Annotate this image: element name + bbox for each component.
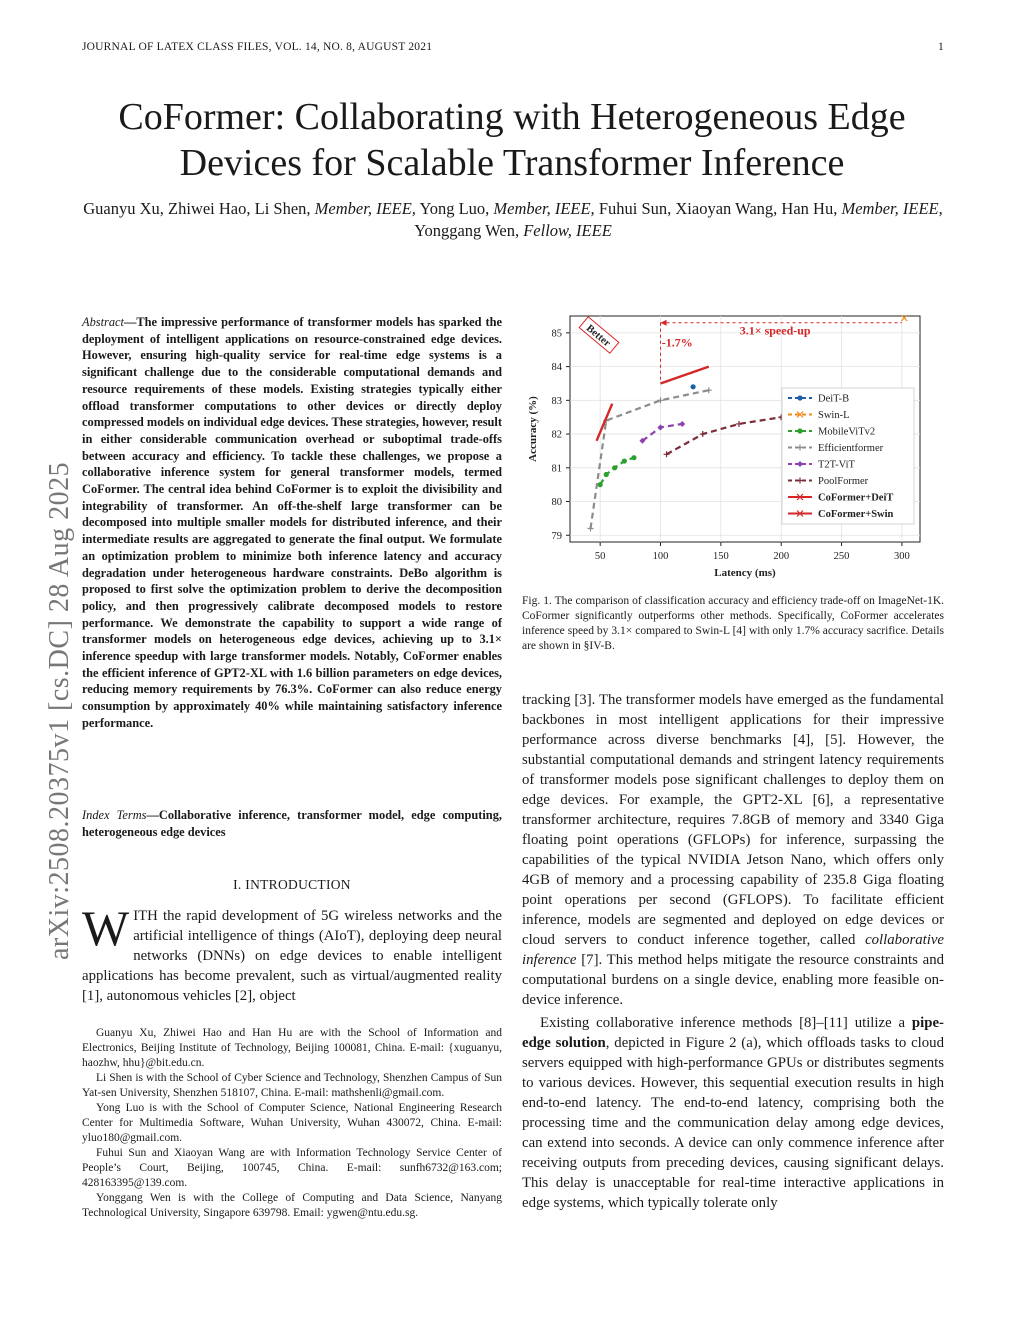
- drop-cap: W: [82, 900, 130, 956]
- legend-label: T2T-ViT: [818, 459, 855, 471]
- better-label: Better: [583, 322, 613, 350]
- affiliation-footnotes: [82, 1026, 502, 1221]
- data-point: [691, 384, 696, 389]
- figure-1-chart: [522, 308, 944, 588]
- paragraph-text: , depicted in Figure 2 (a), which offloads tasks to cloud servers equipped with high-performance GPUs or distributes segments to various devices. However, this sequential execution results in high end-to-end latency. The end-to-end latency, comprising both the processing time and the communication delay among edge devices, can extend into seconds. A device can only commence inference after receiving outputs from preceding devices, causing significant delays. This delay is unacceptable for real-time interactive applications in edge systems, which typically tolerate only: [522, 1035, 944, 1211]
- author-role: Fellow, IEEE: [523, 221, 612, 240]
- data-point: [797, 428, 802, 433]
- data-point: [598, 482, 603, 487]
- legend-label: Efficientformer: [818, 443, 884, 454]
- author-role: Member, IEEE,: [314, 199, 416, 218]
- index-terms-lead: Index Terms: [82, 808, 147, 822]
- paragraph: [522, 690, 944, 1010]
- footnote: Yonggang Wen is with the College of Computing and Data Science, Nanyang Technological University, Singapore 639798. Email: ygwen@ntu.edu.sg.: [82, 1192, 502, 1219]
- emphasis-term: collaborative inference: [522, 932, 944, 968]
- title-line-1: CoFormer: Collaborating with Heterogeneous Edge: [118, 96, 906, 138]
- y-axis-label: Accuracy (%): [527, 396, 539, 462]
- y-tick-label: 79: [551, 530, 562, 542]
- index-terms: [82, 807, 502, 840]
- bold-term: pipe-edge solution: [522, 1015, 944, 1051]
- x-tick-label: 250: [833, 551, 850, 562]
- legend-label: DeiT-B: [818, 393, 850, 405]
- abstract-text: —The impressive performance of transformer models has sparked the deployment of intelligent applications on resource-constrained edge devices. However, ensuring high-quality service for real-time edge systems is a significant challenge due to the considerable computational demands and resource requirements of these models. Existing strategies typically either offload transformer computations to other devices or directly deploy compressed models on individual edge devices. These strategies, however, result in either considerable communication overhead or suboptimal trade-offs between accuracy and efficiency. To tackle these challenges, we propose a collaborative inference system for general transformer models, termed CoFormer. The central idea behind CoFormer is to exploit the divisibility and integrability of transformer. An off-the-shelf large transformer can be decomposed into multiple smaller models for distributed inference, and their intermediate results are aggregated to generate the final output. We formulate an optimization problem to minimize both inference latency and accuracy degradation under heterogeneous hardware constraints. DeBo algorithm is proposed to first solve the optimization problem to derive the decomposition policy, and then progressively calibrate decomposed models to restore performance. We demonstrate the capability to support a wide range of transformer models on heterogeneous edge devices, achieving up to 3.1× inference speedup with large transformer models. Notably, CoFormer enables the efficient inference of GPT2-XL with 1.6 billion parameters on edge devices, reducing memory requirements by 76.3%. CoFormer can also reduce energy consumption by approximately 40% while maintaining satisfactory inference performance.: [82, 315, 502, 730]
- intro-text: ITH the rapid development of 5G wireless networks and the artificial intelligence of things (AIoT), deploying deep neural networks (DNNs) on edge devices to enable intelligent applications has become prevalent, such as virtual/augmented reality [1], autonomous vehicles [2], object: [82, 908, 502, 1004]
- intro-paragraph: [82, 900, 502, 1006]
- y-tick-label: 80: [551, 497, 562, 509]
- running-header: [82, 41, 944, 57]
- author-names: Guanyu Xu, Zhiwei Hao, Li Shen,: [83, 199, 311, 218]
- y-tick-label: 82: [551, 429, 562, 441]
- arxiv-identifier: arXiv:2508.20375v1 [cs.DC] 28 Aug 2025: [44, 461, 75, 960]
- x-tick-label: 200: [773, 551, 790, 562]
- footnote: Yong Luo is with the School of Computer Science, National Engineering Research Center for Multimedia Software, Wuhan University, Wuhan 430072, China. E-mail: yluo180@gmail.com.: [82, 1102, 502, 1144]
- x-tick-label: 100: [652, 551, 669, 562]
- title-line-2: Devices for Scalable Transformer Inference: [179, 142, 845, 184]
- speedup-label: 3.1× speed-up: [739, 323, 811, 338]
- legend-label: CoFormer+Swin: [818, 509, 894, 520]
- author-names: Yonggang Wen,: [414, 221, 520, 240]
- data-point: [604, 472, 609, 477]
- author-names: Yong Luo,: [419, 199, 490, 218]
- accuracy-drop-label: -1.7%: [661, 335, 693, 350]
- y-tick-label: 85: [551, 328, 562, 340]
- y-tick-label: 84: [551, 362, 562, 374]
- data-point: [631, 455, 636, 460]
- x-tick-label: 150: [712, 551, 729, 562]
- footnote: Fuhui Sun and Xiaoyan Wang are with Information Technology Service Center of People’s Court, Beijing, 100745, China. E-mail: sunfh6732@163.com; 428163395@139.com.: [82, 1147, 502, 1189]
- index-terms-text: —Collaborative inference, transformer model, edge computing, heterogeneous edge devices: [82, 808, 502, 839]
- y-tick-label: 81: [551, 463, 562, 475]
- legend-label: PoolFormer: [818, 476, 869, 487]
- journal-name: JOURNAL OF LATEX CLASS FILES, VOL. 14, NO. 8, AUGUST 2021: [82, 41, 433, 53]
- x-axis-label: Latency (ms): [714, 567, 776, 579]
- paragraph-text: Existing collaborative inference methods [8]–[11] utilize a: [540, 1015, 912, 1031]
- legend-label: CoFormer+DeiT: [818, 492, 894, 504]
- paper-title: [60, 94, 964, 186]
- x-tick-label: 50: [594, 551, 606, 562]
- abstract: [82, 314, 502, 732]
- figure-caption: Fig. 1. The comparison of classification accuracy and efficiency trade-off on ImageNet-1K. CoFormer significantly outperforms other methods. Specifically, CoFormer accelerates inference speed by 3.1× compared to Swin-L [4] with only 1.7% accuracy sacrifice. Details are shown in §IV-B.: [522, 595, 944, 652]
- legend-label: Swin-L: [818, 410, 850, 421]
- section-heading: I. INTRODUCTION: [233, 877, 351, 892]
- footnote: Guanyu Xu, Zhiwei Hao and Han Hu are with the School of Information and Electronics, Beijing Institute of Technology, Beijing 100081, China. E-mail: {xuguanyu, haozhw, hhu}@bit.edu.cn.: [82, 1027, 502, 1069]
- author-role: Member, IEEE,: [841, 199, 943, 218]
- author-list: [82, 198, 944, 242]
- legend-label: MobileViTv2: [818, 426, 876, 438]
- paragraph: [522, 1013, 944, 1213]
- page-number: 1: [938, 41, 944, 53]
- data-point: [612, 465, 617, 470]
- legend: [782, 388, 914, 524]
- legend-box: [782, 388, 914, 524]
- author-role: Member, IEEE,: [493, 199, 595, 218]
- data-point: [797, 395, 802, 400]
- series-deit-b: [691, 384, 696, 389]
- x-tick-label: 300: [894, 551, 910, 562]
- abstract-lead: Abstract: [82, 315, 124, 329]
- footnote: Li Shen is with the School of Cyber Science and Technology, Shenzhen Campus of Sun Yat-sen University, Shenzhen 518107, China. E-mail: mathshenli@gmail.com.: [82, 1072, 502, 1099]
- y-tick-label: 83: [551, 395, 562, 407]
- intro-right-column: [522, 690, 944, 1213]
- author-names: Fuhui Sun, Xiaoyan Wang, Han Hu,: [598, 199, 838, 218]
- paragraph-text: [7]. This method helps mitigate the resource constraints and computational burdens on a single device, enabling more feasible on-device inference.: [522, 952, 944, 1008]
- data-point: [622, 458, 627, 463]
- paragraph-text: tracking [3]. The transformer models have emerged as the fundamental backbones in most intelligent applications for their impressive performance across diverse benchmarks [4], [5]. However, the substantial computational demands and stringent latency requirements of transformer models pose significant challenges to deploy them on edge devices. For example, the GPT2-XL [6], a representative transformer architecture, requires 7.8GB of memory and 3340 Giga floating point operations (GFLOPs) for inference, surpassing the capabilities of the typical NVIDIA Jetson Nano, which offers only 4GB of memory and a processing capability of 235.8 Giga floating point operations per second (GFLOPS). To facilitate efficient inference, models are segmented and deployed on edge devices or cloud servers to conduct inference together, called: [522, 692, 944, 948]
